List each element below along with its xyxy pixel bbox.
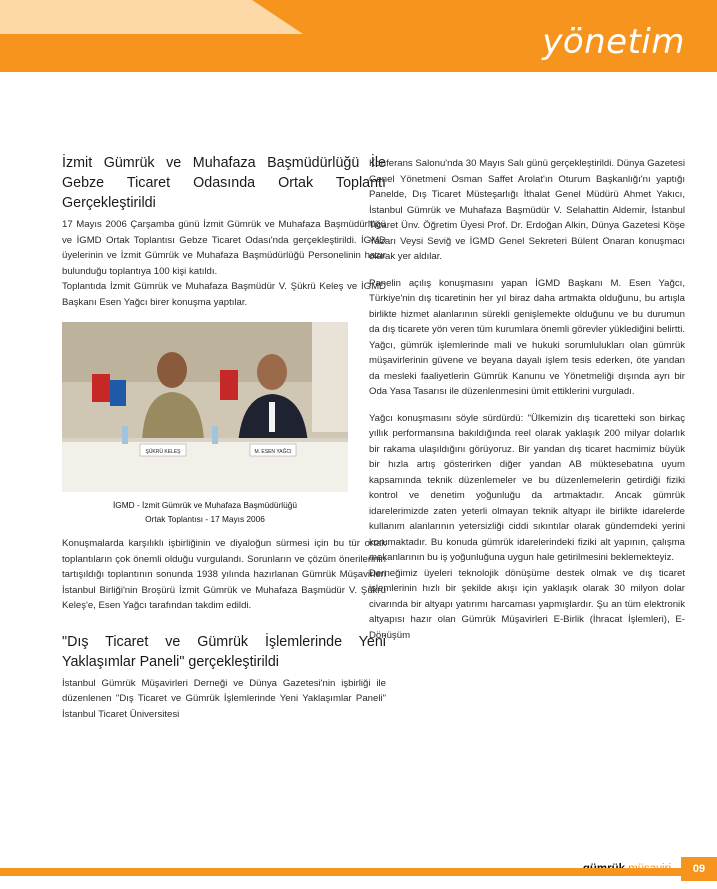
right-para4: Derneğimiz üyeleri teknolojik dönüşüme destek olmak ve dış ticaret işlemlerinin hızlı bir şekilde akışı için yaklaşık olarak 30 milyon dolar civarında bir altyapı yatırımı harcaması yapmışlardır. Şu an tüm elektronik altyapısı hazır olan Gümrük Müşavirleri E-Birlik (İhracat İşlemleri), E-Dönüşüm xyxy=(369,567,685,641)
photo-caption-line2: Ortak Toplantısı - 17 Mayıs 2006 xyxy=(145,514,265,524)
left-column xyxy=(62,153,386,722)
article2-para1: İstanbul Gümrük Müşavirleri Derneği ve Dünya Gazetesi'nin işbirliği ile düzenlenen "Dış Ticaret ve Gümrük İşlemlerinde Yeni Yaklaşımlar Paneli" İstanbul Ticaret Üniversitesi xyxy=(62,677,386,720)
right-para2: Panelin açılış konuşmasını yapan İGMD Başkanı M. Esen Yağcı, Türkiye'nin dış ticaretinin her yıl biraz daha artmakta olduğunu, bu artışla birlikte hizmet alanlarının sürekli genişlemekte olduğunu ve bu durumun da dış ticarete yön veren tüm kurumlara önemli görevler yüklediğini belirtti. Yağcı, gümrük işlemlerinde mali ve hukuki sorumlulukları olan gümrük müşavirlerinin güvene ve beyana dayalı işlem tesis ederken, öte yandan da mesleki faaliyetlerin Gümrük Kanunu ve Yönetmeliği dışında ayrı bir Oda Yasa Tasarısı ile düzenlenmesini ümit ettiklerini vurguladı. xyxy=(369,277,685,397)
meeting-photo xyxy=(62,322,348,492)
meeting-photo-illustration xyxy=(62,322,348,492)
photo-caption-line1: İGMD - İzmit Gümrük ve Muhafaza Başmüdürlüğü xyxy=(113,500,297,510)
right-column xyxy=(369,156,685,643)
photo-caption xyxy=(62,498,348,526)
article1-para1: 17 Mayıs 2006 Çarşamba günü İzmit Gümrük ve Muhafaza Başmüdürlüğü ve İGMD Ortak Toplantısı Gebze Ticaret Odası'nda gerçekleştirildi. İGMD üyelerinin ve İzmit Gümrük ve Muhafaza Başmüdürlüğü Personelinin hazır bulunduğu toplantıya 100 kişi katıldı. xyxy=(62,219,386,277)
right-para3: Yağcı konuşmasını söyle sürdürdü: "Ülkemizin dış ticaretteki son birkaç yıllık performansına bakıldığında reel olarak yaklaşık 200 milyar dolarlık bir rakama ulaşıldığını görüyoruz. Bir yandan dış ticaret hacmimiz büyük bir hızla artış gösterirken diğer yandan AB müktesebatına uyum kapsamında teknik düzenlemeler ve bu düzenlemelerin getirdiği fiziki kontrol ve denetim yoğunluğu da artmaktadır. Ancak gümrük idarelerimizde zaten yeterli olmayan teknik altyapı ile birlikte idarelerde kullanım alanlarının yetersizliği ciddi sıkıntılar olarak gündemdeki yerini korumaktadır. Bu konuda gümrük idarelerindeki fiziki alt yapının, çalışma mekanlarının bu iş yoğunluğuna uygun hale getirilmesini beklemekteyiz. xyxy=(369,412,685,563)
article1-para2: Toplantıda İzmit Gümrük ve Muhafaza Başmüdür V. Şükrü Keleş ve İGMD Başkanı Esen Yağcı birer konuşma yaptılar. xyxy=(62,281,386,308)
header-orange-lower xyxy=(0,34,358,72)
article1-para3: Konuşmalarda karşılıklı işbirliğinin ve diyaloğun sürmesi için bu tür ortak toplantıların çok önemli olduğu vurgulandı. Sorunların ve çözüm önerilerinin tartışıldığı toplantının sonunda 1938 yılında hazırlanan Gümrük Müşavirleri İstanbul Birliği'nin Broşürü İzmit Gümrük ve Muhafaza Başmüdür V. Şükrü Keleş'e, Esen Yağcı tarafından takdim edildi. xyxy=(62,538,386,611)
nameplate-right-text: M. ESEN YAĞCI xyxy=(254,449,292,455)
page-header xyxy=(0,0,717,72)
page-number: 09 xyxy=(681,857,717,881)
meeting-photo-figure xyxy=(62,322,348,526)
right-para1: Konferans Salonu'nda 30 Mayıs Salı günü gerçekleştirildi. Dünya Gazetesi Genel Yönetmeni Osman Saffet Arolat'ın Oturum Başkanlığı'nı yaptığı Panelde, Dış Ticaret Müsteşarlığı İthalat Genel Müdürü Ahmet Yakıcı, İstanbul Gümrük ve Muhafaza Başmüdür V. Selahattin Aldemir, İstanbul Ticaret Ünv. Öğretim Üyesi Prof. Dr. Erdoğan Alkin, Dünya Gazetesi Köşe Yazarı Veysi Seviğ ve İGMD Genel Sekreteri Bülent Onaran konuşmacı olarak yer aldılar. xyxy=(369,158,685,262)
nameplate-left-text: ŞÜKRÜ KELEŞ xyxy=(145,449,181,455)
page-footer xyxy=(0,851,717,889)
header-light-band xyxy=(0,0,303,34)
article1-title: İzmit Gümrük ve Muhafaza Başmüdürlüğü İle Gebze Ticaret Odasında Ortak Toplantı Gerçekleştirildi xyxy=(62,155,386,211)
section-title: yönetim xyxy=(542,22,685,62)
article2-title: "Dış Ticaret ve Gümrük İşlemlerinde Yeni Yaklaşımlar Paneli" gerçekleştirildi xyxy=(62,633,386,670)
footer-rule xyxy=(0,868,717,876)
